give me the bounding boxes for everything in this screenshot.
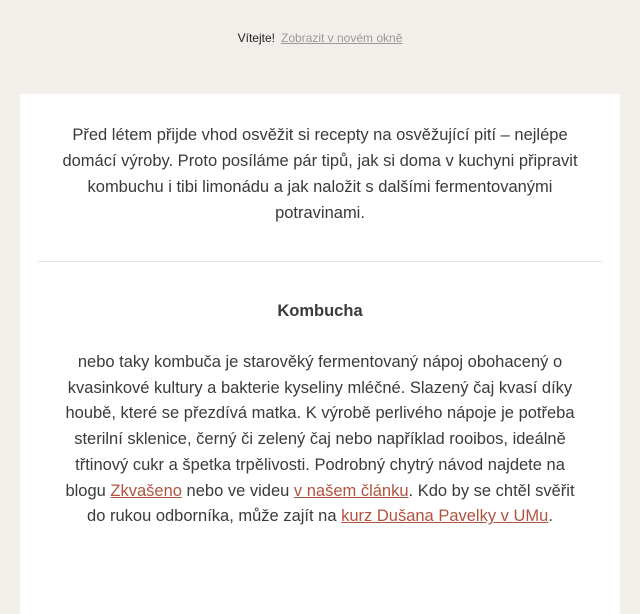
paragraph-text: nebo taky kombuča je starověký fermentovaný nápoj obohacený o kvasinkové kultury a bakterie kyseliny mléčné. Slazený čaj kvasí díky houbě, které se přezdívá matka. K výrobě perlivého nápoje je potřeba sterilní sklenice, černý či zelený čaj nebo například rooibos, ideálně třtinový cukr a špetka trpělivosti. Podrobný chytrý návod najdete na blogu (65, 353, 575, 500)
article-video-link[interactable]: v našem článku (293, 481, 409, 500)
section-title: Kombucha (277, 302, 363, 320)
intro-paragraph: Před létem přijde vhod osvěžit si recepty na osvěžující pití – nejlépe domácí výroby. Proto posíláme pár tipů, jak si doma v kuchyni připravit kombuchu i tibi limonádu a jak naložit s dalšími fermentovanými potravinami. (62, 126, 578, 222)
paragraph-text: . Kdo by se chtěl svěřit do rukou odborníka, může zajít na (87, 481, 575, 526)
paragraph-text: nebo ve videu (181, 481, 294, 500)
paragraph-text: . (548, 507, 553, 526)
top-bar (0, 0, 640, 76)
kombucha-paragraph (60, 350, 580, 530)
course-link[interactable]: kurz Dušana Pavelky v UMu (341, 507, 549, 526)
section-divider (38, 261, 602, 262)
zkvaseno-link[interactable]: Zkvašeno (110, 481, 182, 500)
open-in-new-window-link[interactable]: Zobrazit v novém okně (280, 31, 403, 45)
welcome-text: Vítejte! (237, 31, 275, 45)
email-content-card (20, 94, 620, 614)
